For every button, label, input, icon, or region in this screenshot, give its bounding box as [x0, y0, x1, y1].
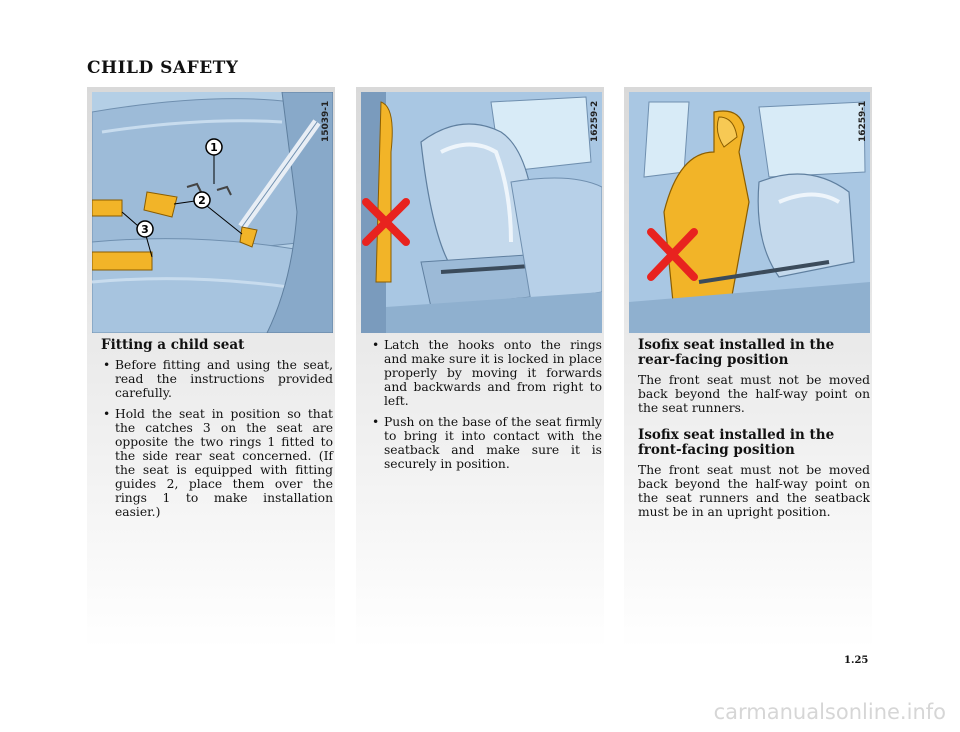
- watermark: carmanualsonline.info: [713, 700, 946, 724]
- column-isofix-positions: [624, 87, 872, 649]
- callout-1: [206, 139, 222, 155]
- callout-2: [194, 192, 210, 208]
- figure-ref-code: 16259-1: [858, 100, 868, 142]
- column-latching: [356, 87, 604, 649]
- list-item: • Latch the hooks onto the rings and make sure it is locked in place properly by moving it forwards and backwards and from right to left.: [372, 338, 602, 408]
- list-item: • Before fitting and using the seat, read the instructions provided carefully.: [103, 358, 333, 400]
- heading-front-facing: Isofix seat installed in the front-facing position: [638, 427, 835, 458]
- svg-text:3: 3: [141, 223, 149, 236]
- callout-3: [137, 221, 153, 237]
- illustration-isofix-rear-facing: [361, 92, 602, 333]
- illustration-rear-seat-rings: [92, 92, 333, 333]
- page-number: 1.25: [844, 655, 869, 666]
- figure-ref-code: 16259-2: [590, 100, 600, 142]
- heading-fitting: Fitting a child seat: [101, 337, 245, 353]
- text-rear-facing: The front seat must not be moved back beyond the half-way point on the seat runners.: [638, 373, 870, 415]
- page-title: CHILD SAFETY: [87, 58, 239, 78]
- svg-text:1: 1: [210, 141, 218, 154]
- list-item: • Push on the base of the seat firmly to bring it into contact with the seatback and make sure it is securely in position.: [372, 415, 602, 471]
- svg-text:2: 2: [198, 194, 206, 207]
- figure-ref-code: 15039-1: [321, 100, 331, 142]
- illustration-isofix-front-facing: [629, 92, 870, 333]
- list-item: • Hold the seat in position so that the catches 3 on the seat are opposite the two rings 1 fitted to the side rear seat concerned. (If the seat is equipped with fitting guides 2, place them over the rings 1 to make installation easier.): [103, 407, 333, 519]
- text-front-facing: The front seat must not be moved back beyond the half-way point on the seat runners and the seatback must be in an upright position.: [638, 463, 870, 519]
- column-fitting: [87, 87, 335, 649]
- heading-rear-facing: Isofix seat installed in the rear-facing position: [638, 337, 835, 368]
